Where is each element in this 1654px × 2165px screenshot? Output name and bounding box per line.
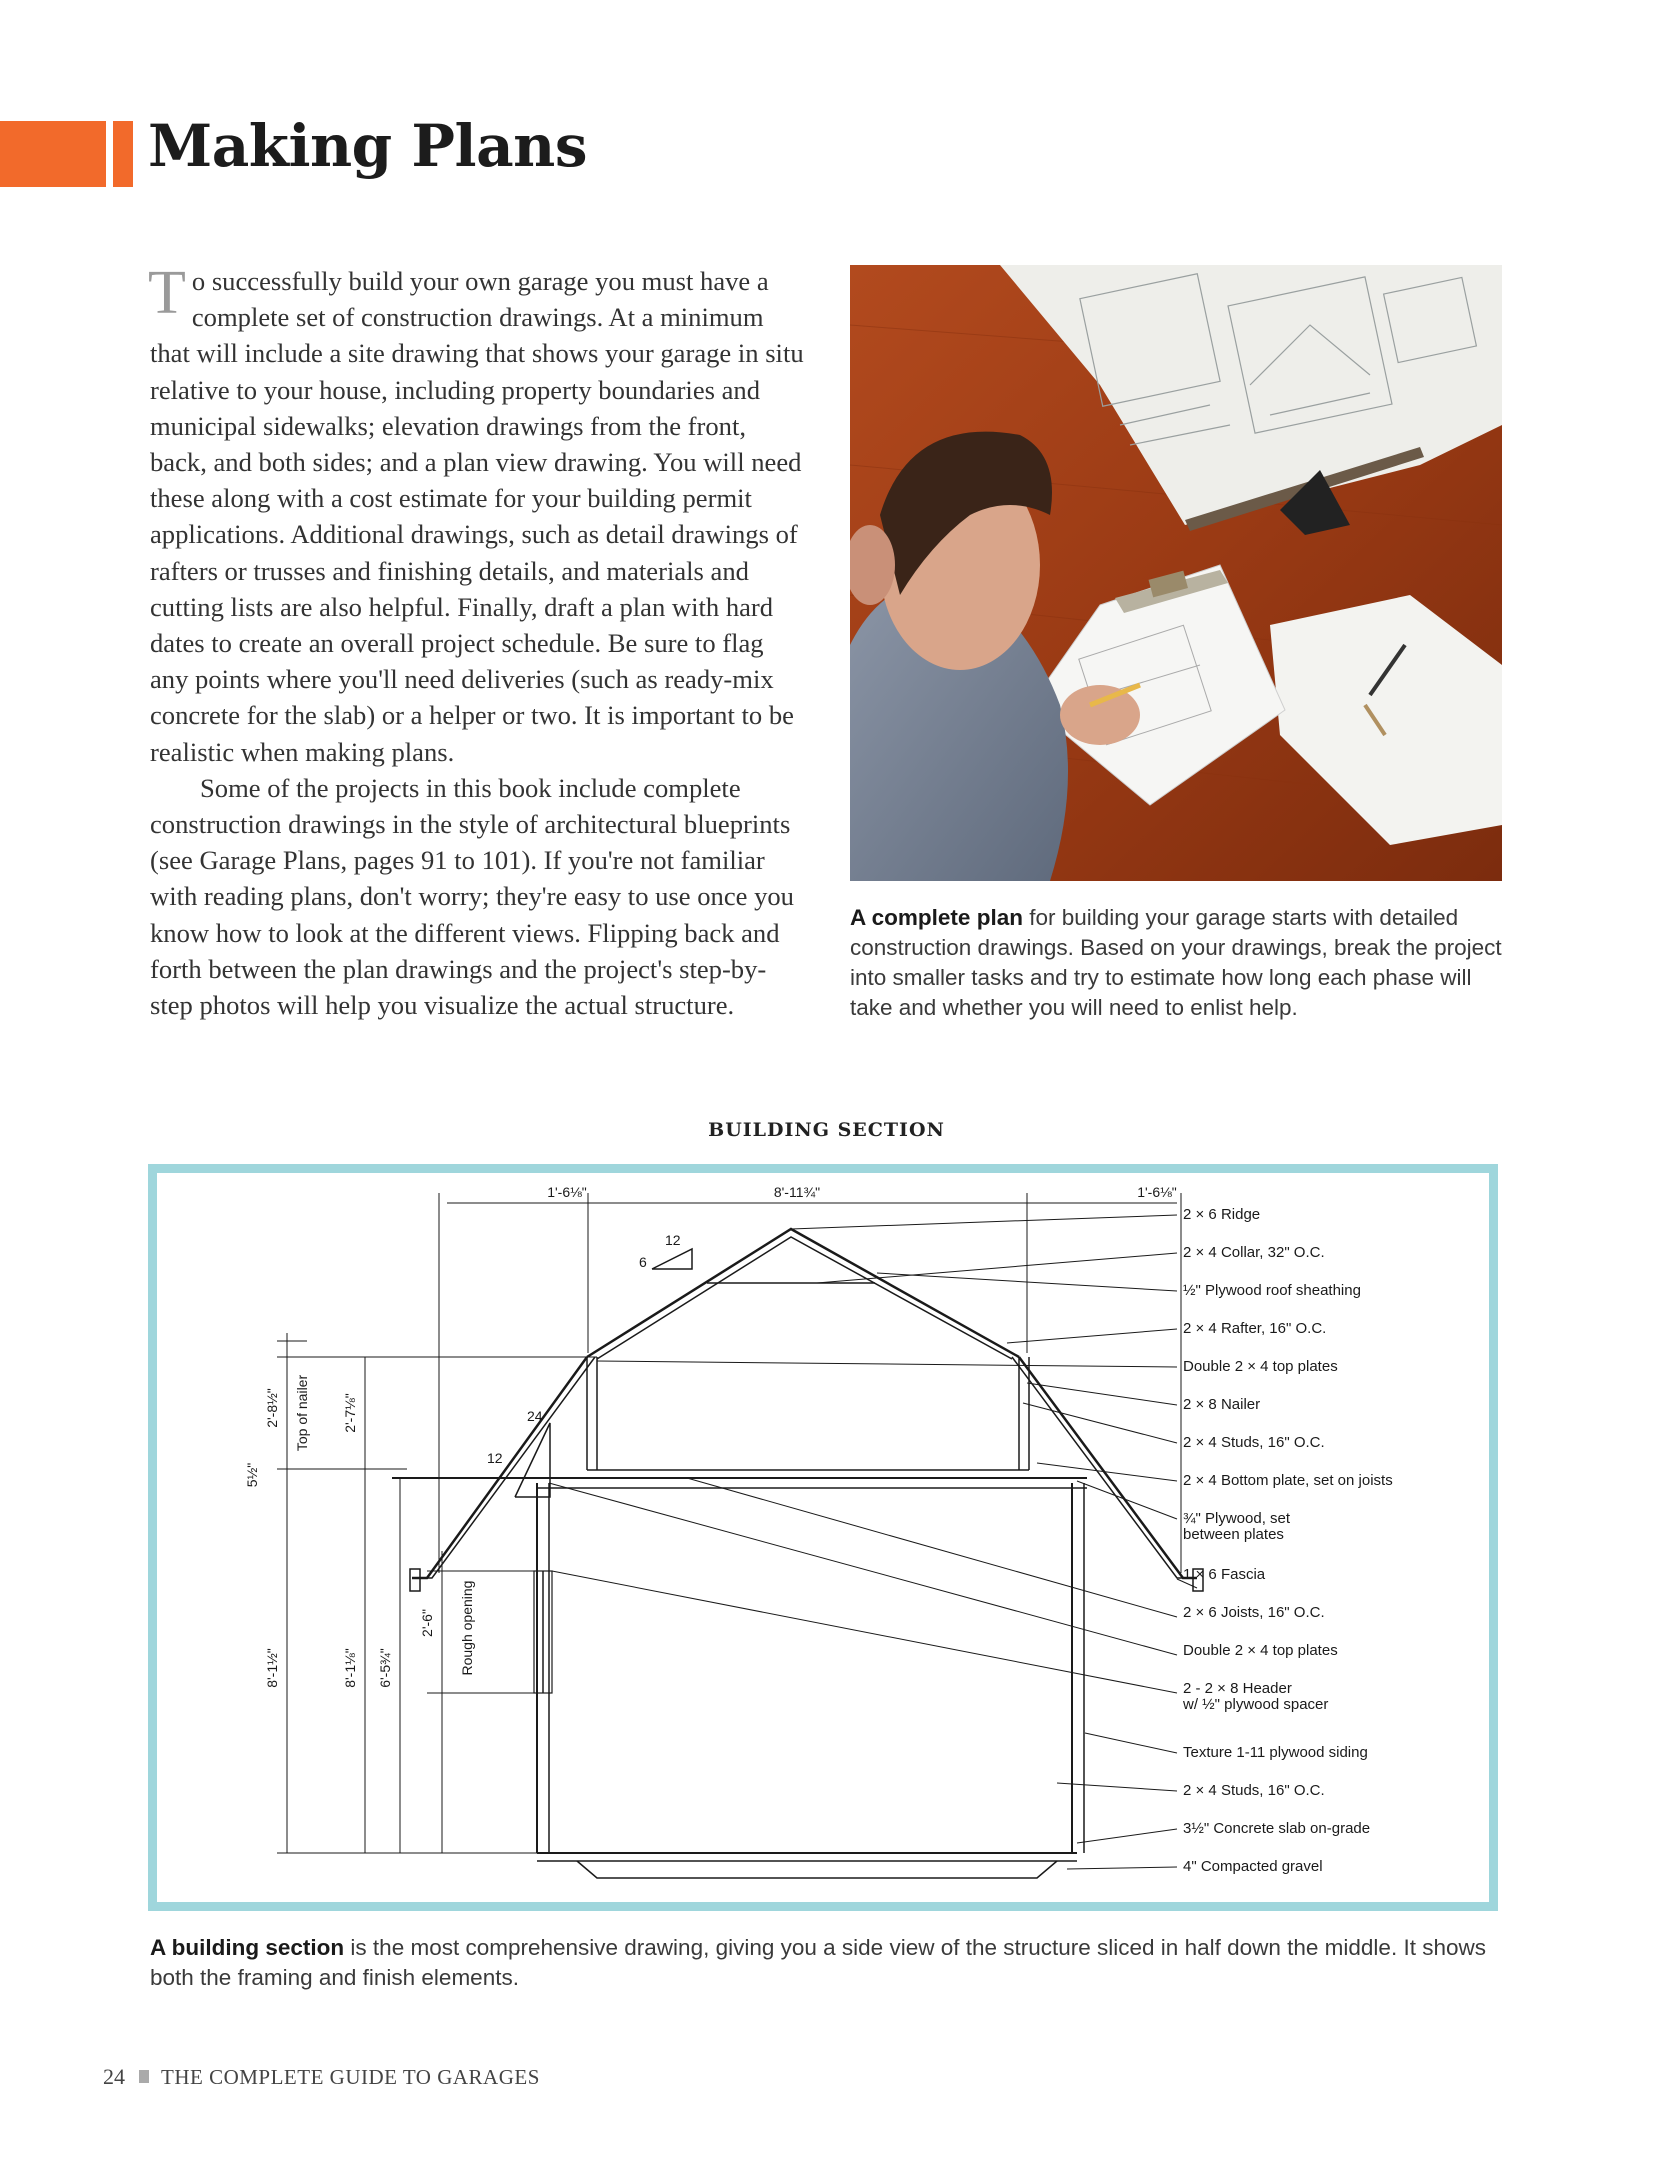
photo-caption-lead: A complete plan [850,905,1023,930]
photo-man-drawing-plans [850,265,1502,881]
diagram-caption-lead: A building section [150,1935,345,1960]
body-paragraph-2: Some of the projects in this book include complete construction drawings in the style of architectural blueprints (see Garage Plans, pages 91 to 101). If you're not familiar with reading plans, don't worry; they're easy to use once you know how to look at the different views. Flipping back and forth between the plan drawings and the project's step-by-step photos will help you visualize the actual structure. [150,772,794,1021]
callout-label: 3½" Concrete slab on-grade [1183,1820,1371,1837]
pitch-lower-run: 24 [527,1408,543,1424]
callout-label: 2 × 4 Collar, 32" O.C. [1183,1244,1325,1261]
photo-caption-text: for building your garage starts with detailed construction drawings. Based on your drawings, break the project into smaller tasks and try to estimate how long each phase will take and whether you will need to enlist help. [850,905,1502,1020]
dim-left-label: Top of nailer [294,1374,310,1452]
diagram-caption-text: is the most comprehensive drawing, giving you a side view of the structure sliced in half down the middle. It shows both the framing and finish elements. [150,1935,1486,1990]
photo-caption [850,903,1505,1023]
pitch-lower-rise: 12 [487,1450,503,1466]
dim-left-label: 2'-8½" [264,1388,280,1428]
dim-top-right: 1'-6⅛" [1137,1184,1177,1200]
callout-label: Double 2 × 4 top plates [1183,1642,1338,1659]
dim-top-center: 8'-11¾" [773,1184,821,1200]
pitch-upper-run: 12 [665,1232,681,1248]
callout-label: 2 - 2 × 8 Header [1183,1680,1292,1697]
callout-label: ½" Plywood roof sheathing [1183,1282,1361,1299]
photo-illustration [850,265,1502,881]
dim-left-label: 2'-7⅛" [342,1393,358,1433]
building-section-diagram [148,1164,1498,1911]
callout-label: ¾" Plywood, set [1183,1510,1291,1527]
dim-left-label: 8'-1½" [264,1648,280,1688]
callout-label: Texture 1-11 plywood siding [1183,1744,1368,1761]
footer-separator [139,2070,149,2083]
callout-label: 1 × 6 Fascia [1183,1566,1266,1583]
page-title: Making Plans [148,112,587,180]
pitch-upper-rise: 6 [639,1254,647,1270]
page-number: 24 [103,2064,125,2089]
book-title: THE COMPLETE GUIDE TO GARAGES [161,2065,540,2089]
building-section-drawing [157,1173,1489,1902]
callout-label: 2 × 4 Studs, 16" O.C. [1183,1782,1325,1799]
body-paragraph-1 [148,259,805,770]
dim-left-label: 8'-1⅛" [342,1648,358,1688]
diagram-title: BUILDING SECTION [708,1119,945,1141]
title-accent-bar [113,121,133,187]
title-color-bar [0,121,106,187]
callout-label: 4" Compacted gravel [1183,1858,1323,1875]
dim-left-label: Rough opening [459,1580,475,1676]
drop-cap: T [148,259,186,327]
dim-top-left: 1'-6⅛" [547,1184,587,1200]
callout-label: 2 × 4 Bottom plate, set on joists [1183,1472,1393,1489]
callout-label: 2 × 6 Ridge [1183,1206,1261,1223]
callout-label: 2 × 8 Nailer [1183,1396,1261,1413]
paragraph-1-text: o successfully build your own garage you must have a complete set of construction drawings. At a minimum that will include a site drawing that shows your garage in situ relative to your house, including property boundaries and municipal sidewalks; elevation drawings from the front, back, and both sides; and a plan view drawing. You will need these along with a cost estimate for your building permit applications. Additional drawings, such as detail drawings of rafters or trusses and finishing details, and materials and cutting lists are also helpful. Finally, draft a plan with hard dates to create an overall project schedule. Be sure to flag any points where you'll need deliveries (such as ready-mix concrete for the slab) or a helper or two. It is important to be realistic when making plans. [150,266,804,767]
callout-label: Double 2 × 4 top plates [1183,1358,1338,1375]
dim-left-label: 5½" [244,1462,260,1488]
page-footer [103,2064,540,2090]
callout-label: 2 × 6 Joists, 16" O.C. [1183,1604,1325,1621]
callout-label: 2 × 4 Studs, 16" O.C. [1183,1434,1325,1451]
callout-label: w/ ½" plywood spacer [1183,1696,1329,1713]
callout-label: 2 × 4 Rafter, 16" O.C. [1183,1320,1327,1337]
callout-label: between plates [1183,1526,1284,1543]
body-text [148,259,805,1023]
diagram-caption [150,1933,1500,1993]
dim-left-label: 6'-5¾" [377,1648,393,1688]
dim-left-label: 2'-6" [419,1609,435,1637]
